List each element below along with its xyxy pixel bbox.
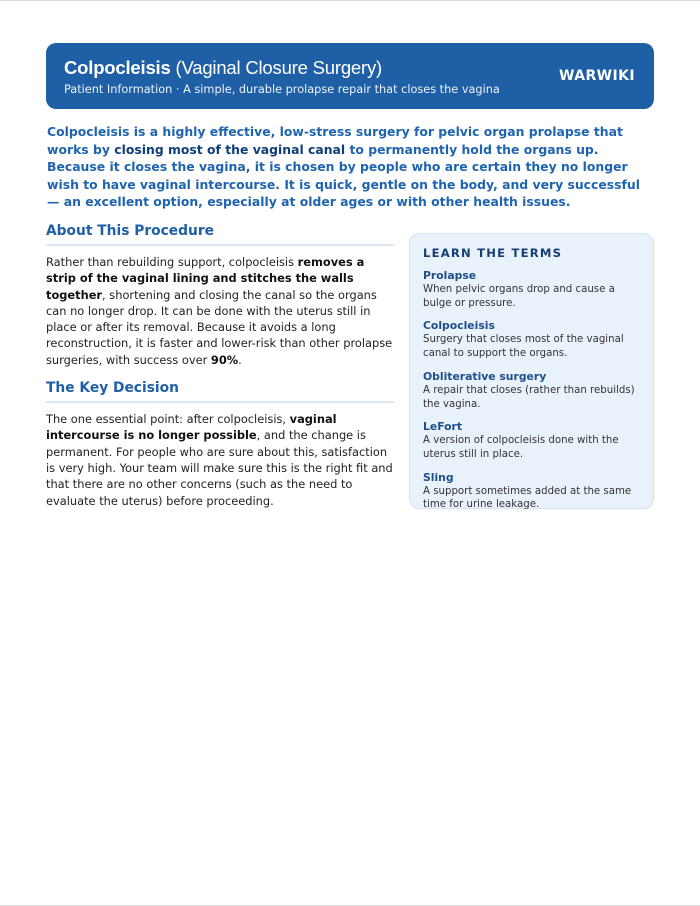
about-text-1: Rather than rebuilding support, colpocleisis <box>46 255 298 269</box>
page-subtitle: Patient Information · A simple, durable prolapse repair that closes the vagina <box>64 83 500 96</box>
term-definition: A support sometimes added at the same time for urine leakage. <box>423 485 632 511</box>
term-definition: A version of colpocleisis done with the uterus still in place. <box>423 435 619 460</box>
term-item <box>423 370 640 411</box>
decision-emphasis: vaginal intercourse is no longer possible <box>46 412 337 443</box>
title-bold: Colpocleisis <box>64 57 171 78</box>
about-emphasis-1: removes a strip of the vaginal lining and stitches the walls together <box>46 255 365 302</box>
decision-text-2: , and the change is permanent. For people who are sure about this, satisfaction is very high. Your team will make sure this is the right fit and that there are no other concerns (such as the need to evaluate the uterus) before proceeding. <box>46 428 393 508</box>
term-name: Colpocleisis <box>423 319 495 333</box>
sidebar-title: LEARN THE TERMS <box>423 246 563 260</box>
section-title-decision: The Key Decision <box>46 380 394 403</box>
term-definition: When pelvic organs drop and cause a bulge or pressure. <box>423 284 615 309</box>
decision-text-1: The one essential point: after colpocleisis, <box>46 412 290 427</box>
term-name: Obliterative surgery <box>423 369 547 383</box>
header-banner <box>46 43 654 109</box>
term-item <box>423 471 640 512</box>
term-item <box>423 420 640 461</box>
term-name: Sling <box>423 470 454 484</box>
term-definition: Surgery that closes most of the vaginal canal to support the organs. <box>423 334 624 360</box>
main-column <box>46 223 394 509</box>
about-paragraph <box>46 254 394 368</box>
title-rest: (Vaginal Closure Surgery) <box>170 57 382 78</box>
section-title-about: About This Procedure <box>46 223 394 246</box>
term-item <box>423 269 640 310</box>
term-item <box>423 319 640 360</box>
terms-sidebar <box>409 233 654 509</box>
page-title <box>64 57 636 79</box>
term-name: Prolapse <box>423 269 477 282</box>
intro-paragraph <box>47 123 650 211</box>
intro-emphasis: closing most of the vaginal canal <box>114 141 346 157</box>
intro-text-2: to permanently hold the organs up. Because it closes the vagina, it is chosen by people who are certain they no longer wish to have vaginal intercourse. It is quick, gentle on the body, and very successful — an excellent option, especially at older ages or with other health issues. <box>47 141 640 209</box>
intro-text-1: Colpocleisis is a highly effective, low-stress surgery for pelvic organ prolapse that works by <box>47 124 623 157</box>
term-definition: A repair that closes (rather than rebuilds) the vagina. <box>423 384 635 410</box>
about-text-3: . <box>238 352 242 367</box>
about-emphasis-2: 90% <box>210 352 239 367</box>
decision-paragraph <box>46 411 394 509</box>
brand-logo: WARWIKI <box>559 68 635 84</box>
term-name: LeFort <box>423 420 463 434</box>
about-text-2: , shortening and closing the canal so the organs can no longer drop. It can be done with the uterus still in place or after its removal. Because it avoids a long reconstruction, it is faster and lower-risk than other prolapse surgeries, with success over <box>46 287 393 367</box>
